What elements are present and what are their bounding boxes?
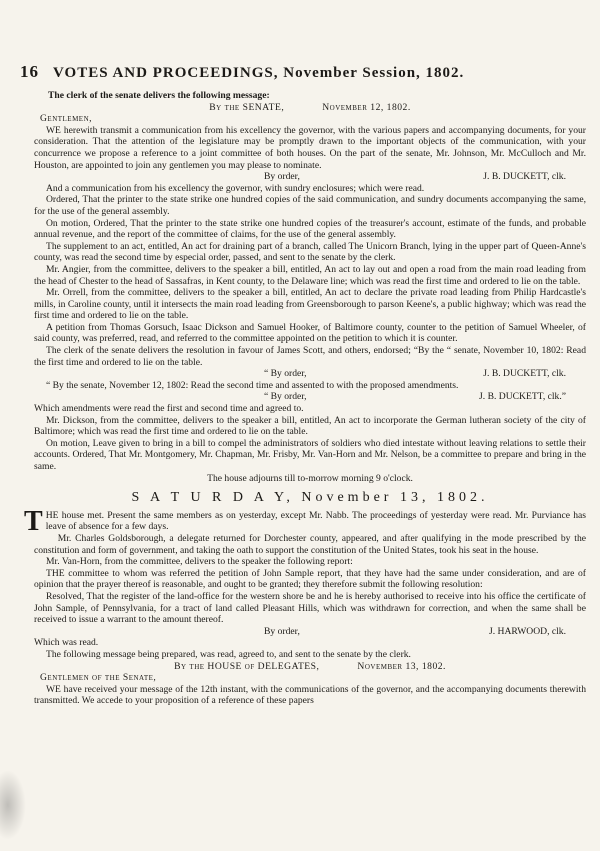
paragraph: The following message being prepared, was read, agreed to, and sent to the senate by the clerk. xyxy=(46,648,411,660)
dateline xyxy=(34,102,586,114)
signature-line xyxy=(34,368,586,380)
salutation: Gentlemen, xyxy=(40,113,93,125)
adjournment: The house adjourns till to-morrow morning 9 o'clock. xyxy=(207,472,413,484)
paragraph: Mr. Angier, from the committee, delivers to the speaker a bill, entitled, An act to lay out and open a road from the main road leading from the head of Chester to the head of Sassafras, in Kent county, to the Delaware line; which was read the first time and ordered to lie on the table. xyxy=(34,263,586,287)
paragraph: WE herewith transmit a communication from his excellency the governor, with the various papers and accompanying documents, for your consideration. That the attention of the legislature may be promptly drawn to the important objects of the communication, with your concurrence we propose a reference to a joint committee of both houses. On the part of the senate, Mr. Johnson, Mr. McCulloch and Mr. Houston, are appointed to join any gentlemen you may please to nominate. xyxy=(34,124,586,171)
dateline-date: November 13, 1802. xyxy=(357,660,446,672)
paragraph: Which was read. xyxy=(34,637,99,649)
paragraph: On motion, Ordered, That the printer to the state strike one hundred copies of the treasurer's account, estimate of the funds, and probable annual revenue, and the report of the committee of claims, for the use of the general assembly. xyxy=(34,217,586,241)
signature-line xyxy=(34,171,586,183)
dateline xyxy=(34,661,586,673)
paragraph: A petition from Thomas Gorsuch, Isaac Dickson and Samuel Hooker, of Baltimore county, counter to the petition of Samuel Wheeler, of said county, was preferred, read, and referred to the committee appointed on the petition to which it is counter. xyxy=(34,321,586,345)
by-order: “ By order, xyxy=(264,368,307,380)
paragraph: Mr. Charles Goldsborough, a delegate returned for Dorchester county, appeared, and after qualifying in the mode prescribed by the constitution and form of government, and taking the oath to support the constitution of the United States, took his seat in the house. xyxy=(34,532,586,556)
page-title: VOTES AND PROCEEDINGS, November Session, 1802. xyxy=(53,65,465,81)
paragraph: HE house met. Present the same members as on yesterday, except Mr. Nabb. The proceedings of yesterday were read. Mr. Purviance has leave of absence for a few days. xyxy=(45,509,586,533)
paragraph: Mr. Van-Horn, from the committee, delivers to the speaker the following report: xyxy=(46,556,353,568)
by-order: By order, xyxy=(264,625,300,637)
day-heading: S A T U R D A Y, November 13, 1802. xyxy=(131,490,489,506)
paragraph: Resolved, That the register of the land-office for the western shore be and he is hereby authorised to receive into his office the certificate of John Sample, of Pennsylvania, for a tract of land called Pleasant Hills, which was withdrawn for correction, and when the same shall be received to issue a warrant to the amount thereof. xyxy=(34,590,586,626)
by-order: By order, xyxy=(264,171,300,183)
paragraph: “ By the senate, November 12, 1802: Read the second time and assented to with the proposed amendments. xyxy=(46,379,459,391)
clerk-signature: J. B. DUCKETT, clk. xyxy=(483,171,566,183)
document-body xyxy=(24,90,586,707)
message-intro: The clerk of the senate delivers the following message: xyxy=(48,90,270,101)
paragraph: Which amendments were read the first and second time and agreed to. xyxy=(34,403,304,415)
paragraph: The clerk of the senate delivers the resolution in favour of James Scott, and others, endorsed; “By the “ senate, November 10, 1802: Read the first time and ordered to lie on the table. xyxy=(34,345,586,368)
signature-line xyxy=(34,626,586,638)
by-order: “ By order, xyxy=(264,391,307,403)
signature-line xyxy=(34,391,586,403)
running-head xyxy=(20,62,580,82)
paragraph: Mr. Orrell, from the committee, delivers to the speaker a bill, entitled, An act to declare the private road leading from Philip Hardcastle's mills, in Caroline county, until it intersects the main road leading from Greensborough to parson Keene's, a public highway; which was read the first time and ordered to lie on the table. xyxy=(34,287,586,322)
dateline-date: November 12, 1802. xyxy=(322,101,411,113)
paragraph: THE committee to whom was referred the petition of John Sample report, that they have had the same under consideration, and are of opinion that the prayer thereof is reasonable, and ought to be granted; they therefore submit the following resolution: xyxy=(34,567,586,591)
paragraph: The supplement to an act, entitled, An act for draining part of a branch, called The Unicorn Branch, lying in the upper part of Queen-Anne's county, was read the second time by especial order, passed, and sent to the senate by the clerk. xyxy=(34,240,586,264)
paragraph: Mr. Dickson, from the committee, delivers to the speaker a bill, entitled, An act to incorporate the German lutheran society of the city of Baltimore; which was read the first time and ordered to lie on the table. xyxy=(34,414,586,438)
clerk-signature: J. B. DUCKETT, clk.” xyxy=(479,391,566,403)
paragraph: And a communication from his excellency the governor, with sundry enclosures; which were read. xyxy=(46,182,425,194)
clerk-signature: J. HARWOOD, clk. xyxy=(488,625,566,637)
paragraph: Ordered, That the printer to the state strike one hundred copies of the said communication, and sundry documents accompanying the same, for the use of the general assembly. xyxy=(34,194,586,217)
clerk-signature: J. B. DUCKETT, clk. xyxy=(483,368,566,380)
page-number: 16 xyxy=(20,62,39,81)
dateline-sender: By the SENATE, xyxy=(209,101,285,113)
drop-cap: T xyxy=(24,505,43,537)
paragraph: On motion, Leave given to bring in a bill to compel the administrators of soldiers who died intestate without leaving relations to settle their accounts. Ordered, That Mr. Montgomery, Mr. Chapman, Mr. Frisby, Mr. Van-Horn and Mr. Nelson, be a committee to prepare and bring in the same. xyxy=(34,437,586,472)
paragraph: WE have received your message of the 12th instant, with the communications of the governor, and the accompanying documents therewith transmitted. We accede to your proposition of a reference of these papers xyxy=(34,683,586,707)
margin-smudge xyxy=(0,770,26,840)
dateline-sender: By the HOUSE of DELEGATES, xyxy=(174,660,320,672)
salutation: Gentlemen of the Senate, xyxy=(40,672,157,684)
opening-paragraph xyxy=(24,505,586,537)
